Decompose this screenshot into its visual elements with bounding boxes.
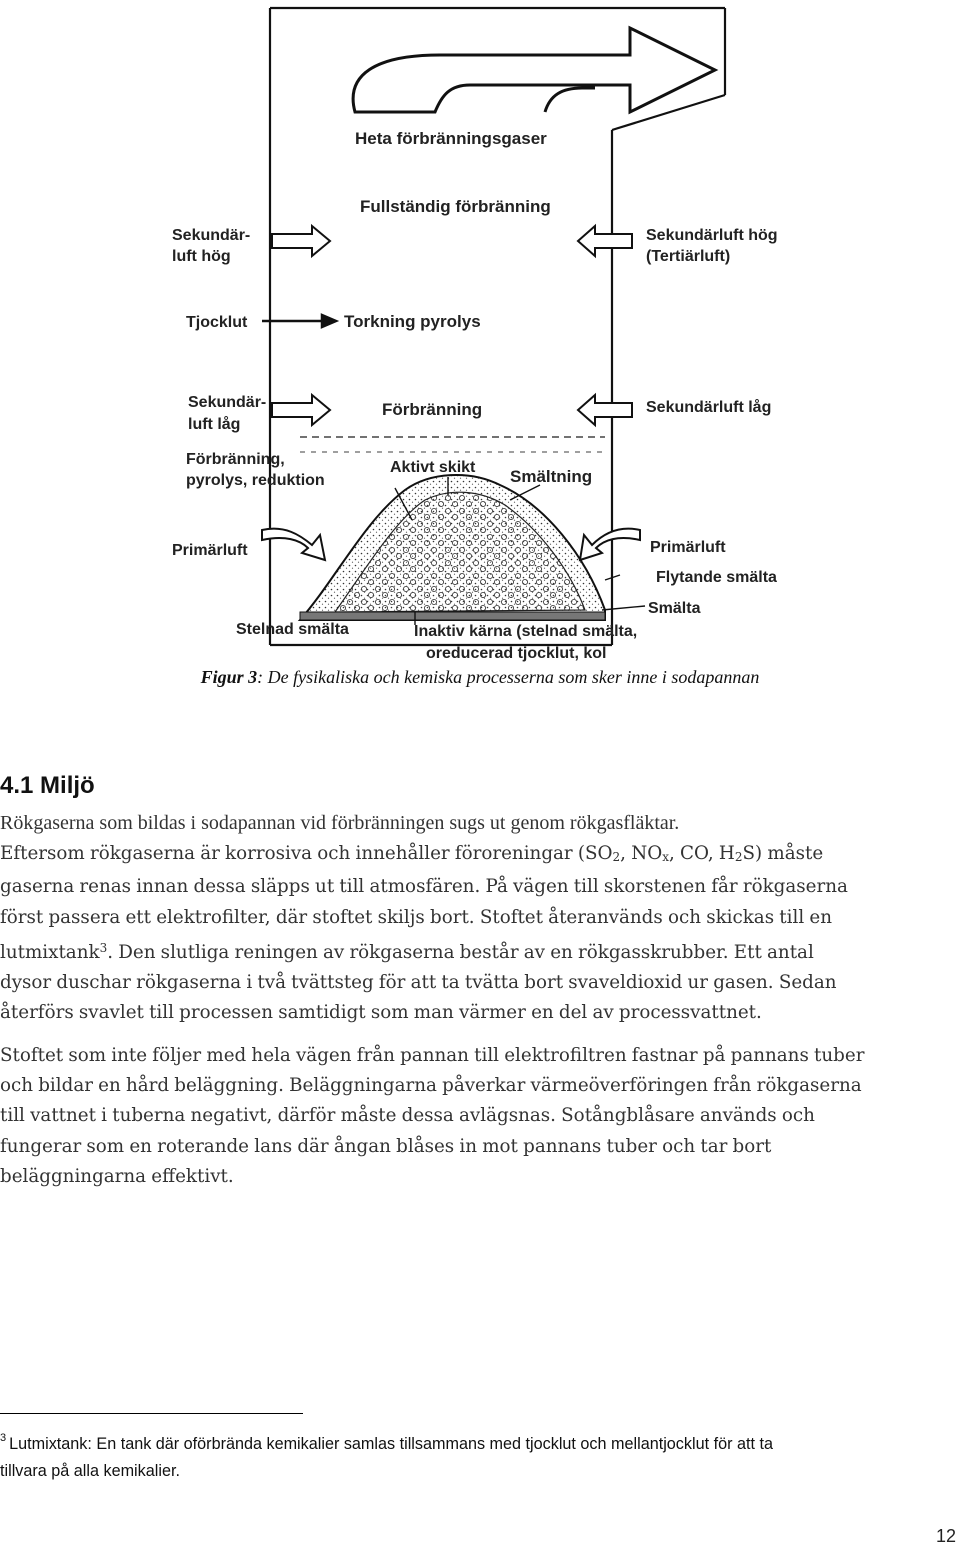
caption-text: : De fysikaliska och kemiska processerna som sker inne i sodapannan [257, 667, 760, 687]
label-smaltning: Smältning [510, 467, 593, 486]
p1-line-3: gaserna renas innan dessa släpps ut till atmosfären. På vägen till skorstenen får rökgaserna [0, 876, 848, 898]
p1-line-6: dysor duschar rökgaserna i två tvättsteg för att ta tvätta bort svaveldioxid ur gasen. Sedan [0, 972, 837, 994]
label-sek-hog-left-1: Sekundär- [172, 227, 251, 244]
label-sek-hog-right-2: (Tertiärluft) [646, 248, 731, 265]
p1-line-2c: , CO, H [668, 843, 735, 865]
footnote-number: 3 [0, 1432, 7, 1444]
section-heading: 4.1 Miljö [0, 772, 95, 799]
p1-sub-3: 2 [734, 850, 743, 865]
p2-line-4: fungerar som en roterande lans där ångan blåses in mot pannans tuber och tar bort [0, 1135, 772, 1157]
footnote-ref[interactable]: 3 [99, 940, 108, 955]
label-flytande: Flytande smälta [656, 569, 777, 586]
label-primar-right: Primärluft [650, 539, 726, 556]
label-fullstandig: Fullständig förbränning [360, 197, 551, 216]
arrow-primar-left-icon [262, 529, 325, 560]
page-number: 12 [935, 1526, 956, 1546]
label-primar-left: Primärluft [172, 542, 248, 559]
label-inaktiv-1: Inaktiv kärna (stelnad smälta, [414, 623, 638, 640]
arrow-sek-hog-right-icon [578, 226, 632, 256]
label-torkning: Torkning pyrolys [344, 312, 481, 331]
label-heta: Heta förbränningsgaser [355, 129, 547, 148]
label-aktivt: Aktivt skikt [390, 459, 476, 476]
label-sek-lag-left-2: luft låg [188, 416, 241, 433]
arrow-sek-lag-left-icon [272, 395, 330, 425]
p2-line-1: Stoftet som inte följer med hela vägen från pannan till elektrofiltren fastnar på pannans tuber [0, 1045, 865, 1066]
hot-gas-upward-arrow [545, 88, 595, 112]
p1-sub-1: 2 [612, 850, 621, 865]
label-tjocklut: Tjocklut [186, 314, 248, 331]
p2-line-5: beläggningarna effektivt. [0, 1165, 234, 1187]
p1-line-5a: lutmixtank [0, 941, 100, 963]
arrow-sek-hog-left-icon [272, 226, 330, 256]
figure-caption [0, 667, 960, 688]
arrow-sek-lag-right-icon [578, 395, 632, 425]
p1-line-5b: . Den slutliga reningen av rökgaserna består av en rökgasskrubber. Ett antal [107, 941, 814, 963]
p2-line-3: till vattnet i tuberna negativt, därför måste dessa avlägsnas. Sotångblåsare används och [0, 1105, 815, 1127]
label-forbranning: Förbränning [382, 400, 483, 419]
p1-line-1: Rökgaserna som bildas i sodapannan vid förbränningen sugs ut genom rökgasfläktar. [0, 812, 680, 834]
label-sek-hog-right-1: Sekundärluft hög [646, 227, 778, 244]
label-fpr-1: Förbränning, [186, 451, 285, 468]
label-smalta: Smälta [648, 600, 701, 617]
label-sek-lag-right: Sekundärluft låg [646, 399, 772, 416]
paragraph-1 [0, 808, 958, 1028]
footnote-separator [0, 1413, 303, 1414]
footnote-line-1: Lutmixtank: En tank där oförbrända kemikalier samlas tillsammans med tjocklut och mellantjocklut för att ta [9, 1435, 773, 1453]
hot-gas-outlet-arrow [353, 28, 715, 112]
arrow-primar-right-icon [580, 529, 640, 560]
label-inaktiv-2: oreducerad tjocklut, kol [426, 645, 607, 662]
footnote [0, 1425, 958, 1485]
smelt-layer [300, 612, 605, 620]
p1-line-7: återförs svavlet till processen samtidigt som man värmer en del av processvattnet. [0, 1002, 762, 1024]
caption-label: Figur 3 [200, 667, 258, 687]
label-fpr-2: pyrolys, reduktion [186, 472, 325, 489]
footnote-line-2: tillvara på alla kemikalier. [0, 1462, 180, 1480]
p1-line-2d: S) måste [742, 843, 824, 865]
arrow-tjocklut-icon [262, 315, 336, 327]
p1-sub-2: x [662, 850, 669, 865]
label-stelnad: Stelnad smälta [236, 621, 349, 638]
paragraph-2 [0, 1041, 958, 1192]
arrows-right [578, 226, 632, 425]
p2-line-2: och bildar en hård beläggning. Beläggningarna påverkar värmeöverföringen från rökgaserna [0, 1075, 862, 1097]
figure-sodapanna [150, 0, 810, 665]
label-sek-hog-left-2: luft hög [172, 248, 231, 265]
p1-line-4: först passera ett elektrofilter, där stoftet skiljs bort. Stoftet återanvänds och skickas till en [0, 906, 832, 928]
p1-line-2a: Eftersom rökgaserna är korrosiva och innehåller föroreningar (SO [0, 843, 613, 865]
label-sek-lag-left-1: Sekundär- [188, 394, 267, 411]
p1-line-2b: , NO [620, 843, 663, 865]
